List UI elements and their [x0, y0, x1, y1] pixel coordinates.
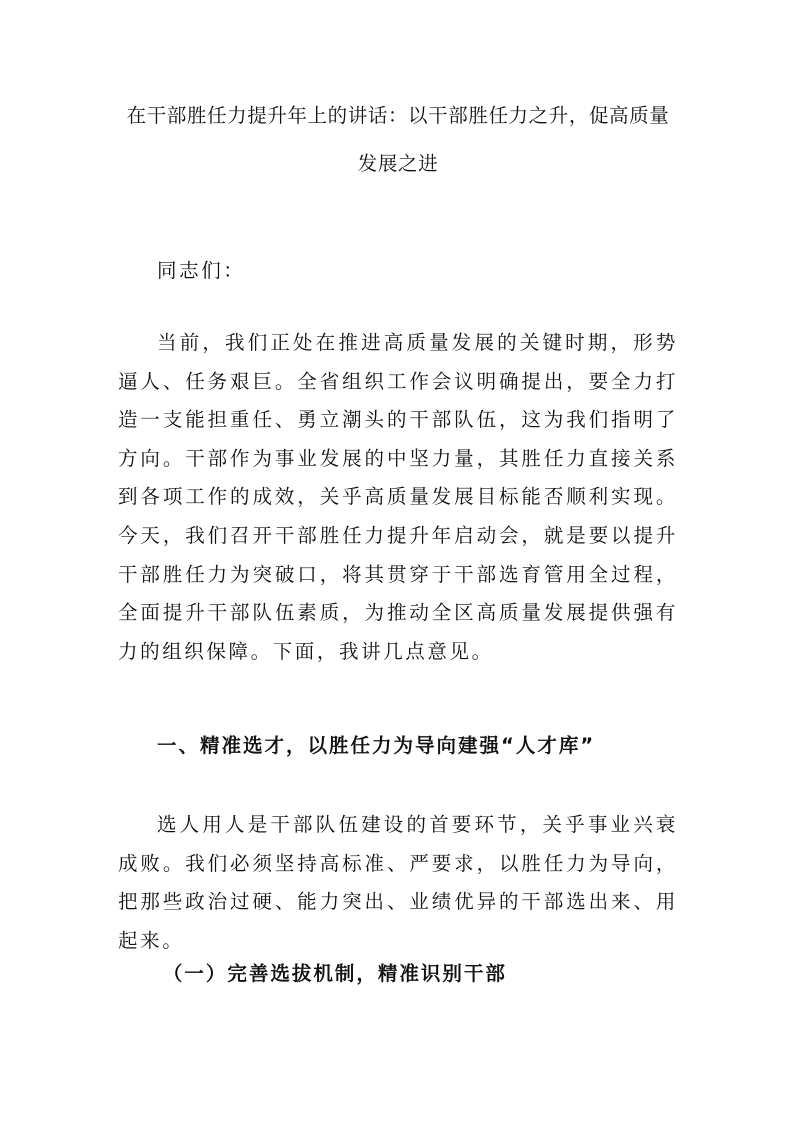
intro-paragraph: 当前，我们正处在推进高质量发展的关键时期，形势逼人、任务艰巨。全省组织工作会议明确提出，要全力打造一支能担重任、勇立潮头的干部队伍，这为我们指明了方向。干部作为事业发展的中坚力量，其胜任力直接关系到各项工作的成效，关乎高质量发展目标能否顺利实现。今天，我们召开干部胜任力提升年启动会，就是要以提升干部胜任力为突破口，将其贯穿于干部选育管用全过程，全面提升干部队伍素质，为推动全区高质量发展提供强有力的组织保障。下面，我讲几点意见。	[118, 331, 678, 663]
document-title: 在干部胜任力提升年上的讲话：以干部胜任力之升，促高质量发展之进	[126, 104, 670, 175]
section-heading-1: 一、精准选才，以胜任力为导向建强“人才库”	[157, 734, 596, 757]
salutation: 同志们：	[157, 259, 246, 282]
subsection-heading-1: （一）完善选拔机制，精准识别干部	[162, 962, 507, 985]
section-1-paragraph: 选人用人是干部队伍建设的首要环节，关乎事业兴衰成败。我们必须坚持高标准、严要求，以胜任力为导向，把那些政治过硬、能力突出、业绩优异的干部选出来、用起来。	[118, 813, 678, 952]
